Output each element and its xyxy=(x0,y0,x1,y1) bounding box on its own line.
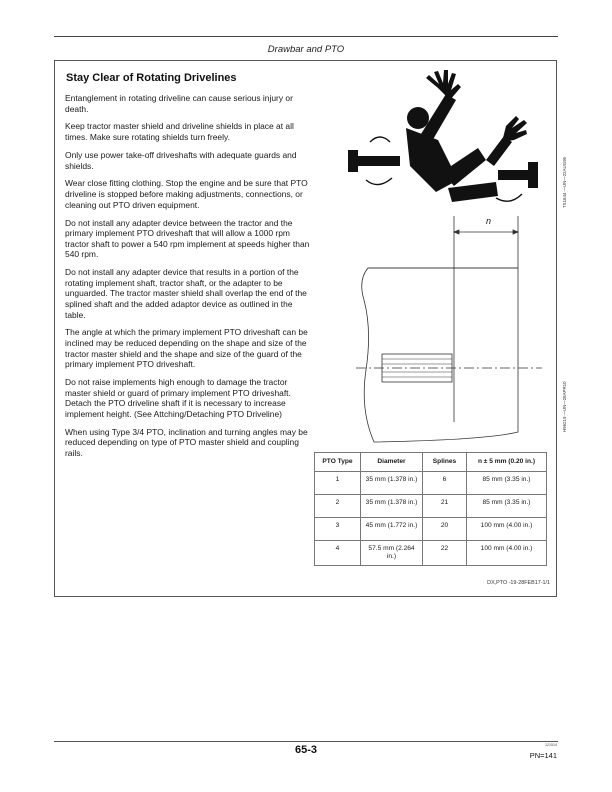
footer-rule xyxy=(54,741,558,742)
table-cell: 45 mm (1.772 in.) xyxy=(361,518,423,541)
paragraph: Keep tractor master shield and driveline shields in place at all times. Make sure rotating shields turn freely. xyxy=(65,121,294,143)
column-header: PTO Type xyxy=(315,453,361,472)
table-cell: 3 xyxy=(315,518,361,541)
table-header-row xyxy=(315,453,547,472)
figure-code: H96219 —UN—28APR10 xyxy=(562,381,567,432)
table-cell: 20 xyxy=(423,518,467,541)
table-cell: 35 mm (1.378 in.) xyxy=(361,495,423,518)
paragraph: Wear close fitting clothing. Stop the engine and be sure that PTO driveline is stopped before making adjustments, connections, or cleaning out PTO driven equipment. xyxy=(65,178,308,210)
table-cell: 2 xyxy=(315,495,361,518)
table-cell: 100 mm (4.00 in.) xyxy=(467,541,547,566)
table-cell: 100 mm (4.00 in.) xyxy=(467,518,547,541)
column-header: Diameter xyxy=(361,453,423,472)
dimension-n-label: n xyxy=(486,216,492,226)
table-row xyxy=(315,518,547,541)
running-header: Drawbar and PTO xyxy=(267,44,345,55)
paragraph: Do not raise implements high enough to damage the tractor master shield or guard of primary implement PTO driveshaft. Detach the PTO driveline shaft if it is necessary to increase implement height. (See Attching/Detaching PTO Driveline) xyxy=(65,377,291,419)
column-header: n ± 5 mm (0.20 in.) xyxy=(467,453,547,472)
table-cell: 85 mm (3.35 in.) xyxy=(467,472,547,495)
paragraph: When using Type 3/4 PTO, inclination and turning angles may be reduced depending on type of PTO master shield and coupling rails. xyxy=(65,426,308,458)
table-cell: 21 xyxy=(423,495,467,518)
table-row xyxy=(315,495,547,518)
table-cell: 1 xyxy=(315,472,361,495)
body-text xyxy=(65,93,310,466)
table-cell: 22 xyxy=(423,541,467,566)
paragraph: The angle at which the primary implement PTO driveshaft can be inclined may be reduced depending on the shape and size of the tractor master shield and the shape and size of the guard of the primary implement PTO driveshaft. xyxy=(65,327,308,370)
table-cell: 4 xyxy=(315,541,361,566)
page-number: 65-3 xyxy=(294,744,318,756)
pto-shaft-overlap-diagram xyxy=(346,210,552,445)
table-row xyxy=(315,541,547,566)
pto-spec-table xyxy=(314,452,547,566)
table-cell: 57.5 mm (2.264 in.) xyxy=(361,541,423,566)
table-cell: 6 xyxy=(423,472,467,495)
section-title: Stay Clear of Rotating Drivelines xyxy=(66,72,237,84)
footer-small-code: 121514 xyxy=(545,743,557,747)
paragraph: Entanglement in rotating driveline can cause serious injury or death. xyxy=(65,93,293,114)
document-code: DX,PTO -19-28FEB17-1/1 xyxy=(487,580,550,586)
figure-code: TS1644 —UN—22AUG95 xyxy=(562,156,567,208)
table-row xyxy=(315,472,547,495)
paragraph: Do not install any adapter device between the tractor and the primary implement PTO driveshaft that will allow a 1000 rpm tractor shaft to power a 540 rpm implement at speeds higher than 540 rpm. xyxy=(65,217,310,260)
column-header: Splines xyxy=(423,453,467,472)
paragraph: Do not install any adapter device that results in a portion of the rotating implement shaft, tractor shaft, or the adapter to be unguarded. The tractor master shield shall overlap the end of the splined shaft and the added adaptor device as outlined in the table. xyxy=(65,267,307,320)
entanglement-warning-illustration xyxy=(346,70,552,210)
table-cell: 35 mm (1.378 in.) xyxy=(361,472,423,495)
paragraph: Only use power take-off driveshafts with adequate guards and shields. xyxy=(65,149,297,171)
table-cell: 85 mm (3.35 in.) xyxy=(467,495,547,518)
page-pn: PN=141 xyxy=(529,751,557,760)
header-rule xyxy=(54,36,558,37)
